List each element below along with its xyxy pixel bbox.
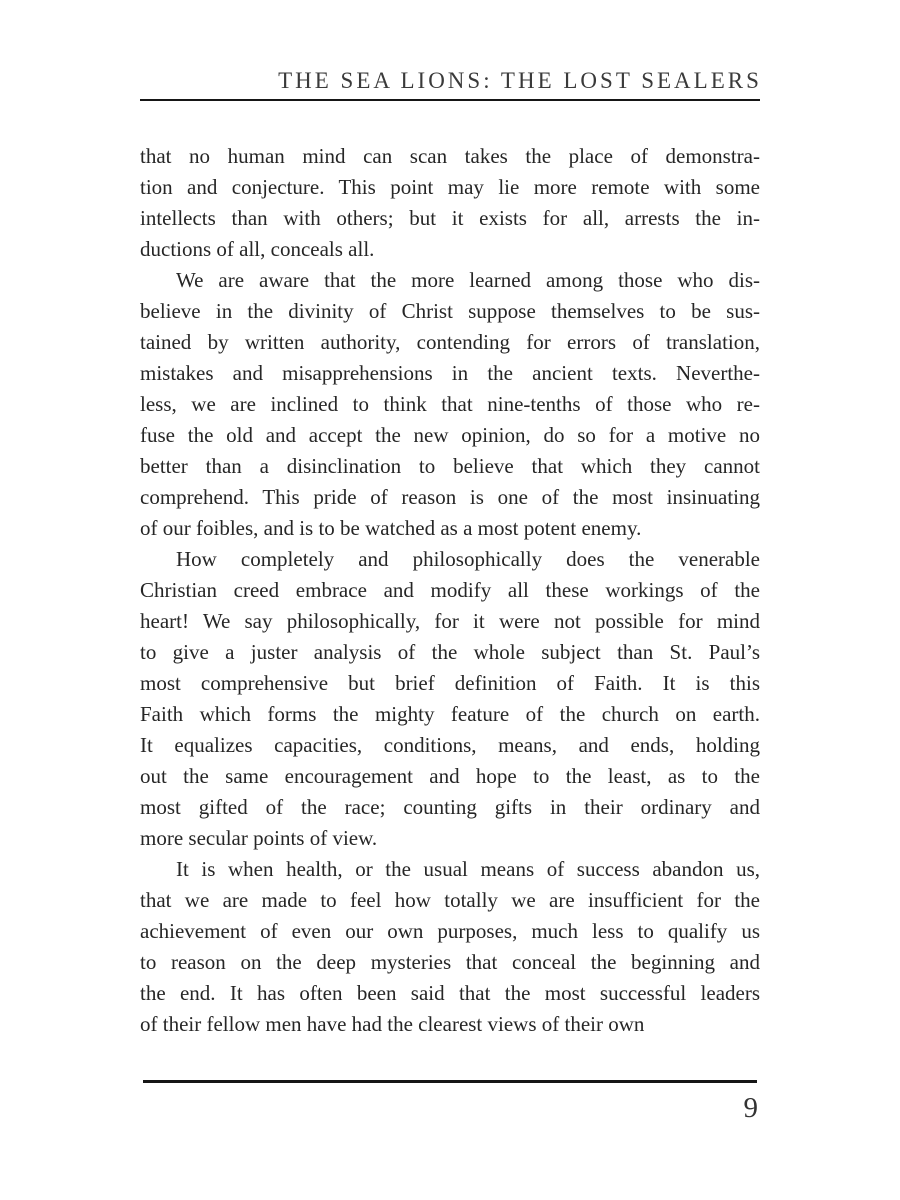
text-line: out the same encouragement and hope to the least, as to the: [140, 764, 760, 788]
text-line: How completely and philosophically does the venerable: [176, 547, 760, 571]
text-line: achievement of even our own purposes, much less to qualify us: [140, 919, 760, 943]
text-line: that we are made to feel how totally we are insufficient for the: [140, 888, 760, 912]
text-line: mistakes and misapprehensions in the ancient texts. Neverthe-: [140, 361, 760, 385]
page-title: THE SEA LIONS: THE LOST SEALERS: [278, 68, 762, 93]
text-line: It is when health, or the usual means of success abandon us,: [176, 857, 760, 881]
text-line: most comprehensive but brief definition of Faith. It is this: [140, 671, 760, 695]
text-line: tion and conjecture. This point may lie more remote with some: [140, 175, 760, 199]
paragraph: [140, 854, 760, 1040]
text-line: of their fellow men have had the clearest views of their own: [140, 1012, 645, 1036]
footer-rule: [143, 1080, 757, 1083]
header-rule: [140, 99, 760, 101]
running-header: [140, 68, 760, 102]
text-line: comprehend. This pride of reason is one of the most insinuating: [140, 485, 760, 509]
text-line: We are aware that the more learned among those who dis-: [176, 268, 760, 292]
text-line: heart! We say philosophically, for it were not possible for mind: [140, 609, 760, 633]
body-text: [140, 141, 760, 1040]
text-line: to give a juster analysis of the whole subject than St. Paul’s: [140, 640, 760, 664]
text-line: that no human mind can scan takes the place of demonstra-: [140, 144, 760, 168]
text-line: to reason on the deep mysteries that conceal the beginning and: [140, 950, 760, 974]
text-line: ductions of all, conceals all.: [140, 237, 375, 261]
text-line: most gifted of the race; counting gifts in their ordinary and: [140, 795, 760, 819]
text-line: more secular points of view.: [140, 826, 378, 850]
text-line: fuse the old and accept the new opinion, do so for a motive no: [140, 423, 760, 447]
text-line: intellects than with others; but it exists for all, arrests the in-: [140, 206, 760, 230]
text-line: less, we are inclined to think that nine-tenths of those who re-: [140, 392, 760, 416]
text-line: believe in the divinity of Christ suppose themselves to be sus-: [140, 299, 760, 323]
paragraph: [140, 141, 760, 265]
text-line: It equalizes capacities, conditions, means, and ends, holding: [140, 733, 760, 757]
paragraph: [140, 544, 760, 854]
text-line: tained by written authority, contending for errors of translation,: [140, 330, 760, 354]
page-number: 9: [743, 1092, 758, 1124]
paragraph: [140, 265, 760, 544]
text-line: the end. It has often been said that the most successful leaders: [140, 981, 760, 1005]
text-line: of our foibles, and is to be watched as a most potent enemy.: [140, 516, 642, 540]
text-line: Faith which forms the mighty feature of the church on earth.: [140, 702, 760, 726]
text-line: better than a disinclination to believe that which they cannot: [140, 454, 760, 478]
text-line: Christian creed embrace and modify all these workings of the: [140, 578, 760, 602]
